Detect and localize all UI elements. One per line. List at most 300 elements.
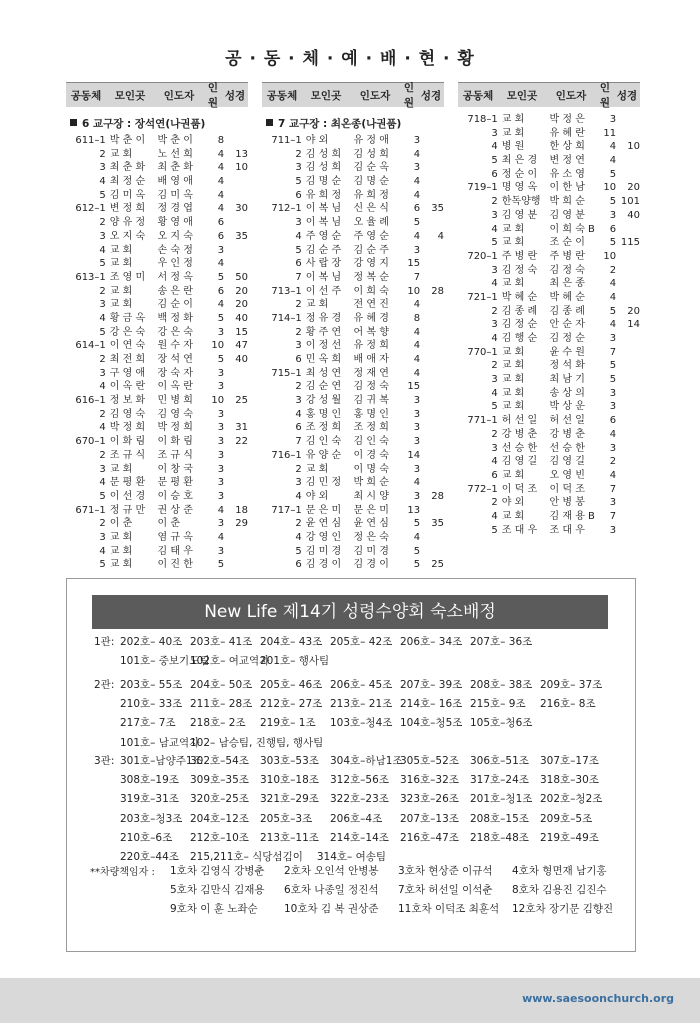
- table-cell: 홍 명 인: [305, 408, 342, 420]
- table-cell: 정 보 화: [109, 395, 146, 407]
- table-cell: 문 평 환: [157, 477, 193, 489]
- room-assignment: 10호차 김 복 권상준: [284, 903, 379, 916]
- table-row: [262, 298, 444, 312]
- table-cell: 717–1: [271, 504, 302, 516]
- table-cell: 6: [609, 415, 617, 427]
- table-cell: 3: [99, 299, 106, 311]
- table-cell: [224, 175, 248, 189]
- table-cell: 조 대 우: [501, 524, 538, 536]
- table-row: [262, 257, 444, 271]
- table-cell: 정 석 화: [549, 360, 585, 372]
- table-cell: 3: [413, 162, 421, 174]
- table-cell: 강 성 월: [305, 395, 342, 407]
- table-cell: 4: [217, 531, 225, 543]
- room-assignment: 205호– 42조: [330, 636, 393, 648]
- table-cell: 15: [407, 381, 421, 393]
- table-row: [66, 408, 248, 422]
- table-cell: 박 혜 순: [501, 291, 538, 303]
- room-assignment: 204호– 50조: [190, 679, 253, 691]
- table-cell: 4: [217, 504, 225, 516]
- table-row: [66, 271, 248, 285]
- room-assignment: 318호–30조: [540, 774, 599, 787]
- table-cell: 8: [413, 312, 421, 324]
- table-cell: 최 시 양: [353, 490, 389, 502]
- table-cell: 김 영 숙: [109, 408, 146, 420]
- table-cell: 양 유 정: [109, 217, 146, 229]
- table-cell: 3: [295, 340, 302, 352]
- room-assignment: 203호– 55조: [120, 679, 183, 691]
- table-cell: 유 혜 경: [353, 312, 389, 324]
- table-cell: 6: [413, 203, 421, 215]
- table-cell: 원 수 자: [157, 340, 193, 352]
- room-assignment: 205호– 46조: [260, 679, 323, 691]
- assignment-line: [120, 696, 610, 711]
- table-cell: 이 복 님: [305, 271, 342, 283]
- table-cell: [420, 463, 444, 477]
- table-cell: 2: [491, 305, 498, 317]
- table-row: [66, 531, 248, 545]
- room-assignment: 203호–청3조: [120, 812, 183, 825]
- table-row: [458, 346, 640, 360]
- table-cell: 2: [99, 217, 106, 229]
- header-cell: 공동체: [70, 89, 102, 102]
- table-cell: 5: [491, 401, 498, 413]
- table-cell: 주 병 란: [501, 250, 538, 262]
- table-cell: 황 주 연: [305, 326, 342, 338]
- table-cell: 김 미 경: [305, 545, 342, 557]
- table-cell: 김 정 순: [501, 319, 538, 331]
- table-cell: 719–1: [467, 182, 498, 194]
- table-row: [66, 134, 248, 148]
- table-cell: 3: [217, 477, 225, 489]
- header-cell: 성경: [224, 89, 246, 102]
- table-cell: [420, 531, 444, 545]
- table-row: [262, 244, 444, 258]
- table-cell: [616, 400, 640, 414]
- table-cell: 유 희 정: [305, 189, 342, 201]
- table-cell: 4: [491, 387, 498, 399]
- table-cell: 강 영 지: [353, 258, 389, 270]
- table-cell: 15: [407, 258, 421, 270]
- table-cell: 4: [99, 477, 106, 489]
- room-assignment: 204호– 43조: [260, 636, 323, 648]
- header-cell: 성경: [616, 89, 638, 102]
- table-row: [66, 244, 248, 258]
- room-assignment: 212호– 27조: [260, 698, 323, 711]
- table-cell: 구 영 애: [109, 367, 146, 379]
- room-assignment: 4호차 형면재 남기홍: [512, 865, 607, 877]
- table-cell: 2: [99, 408, 106, 420]
- table-cell: 이 한 남: [549, 182, 585, 194]
- table-cell: 정 은 숙: [353, 531, 389, 543]
- table-cell: 3: [491, 209, 498, 221]
- table-cell: 29: [235, 518, 248, 530]
- table-cell: 정 유 경: [305, 312, 342, 324]
- table-cell: 714–1: [271, 312, 302, 324]
- table-cell: 2: [99, 354, 106, 365]
- room-assignment: 207호– 36조: [470, 636, 533, 648]
- table-cell: 김 명 순: [305, 176, 342, 188]
- table-cell: 이 복 님: [305, 203, 342, 215]
- table-cell: [616, 455, 640, 469]
- table-cell: [616, 414, 640, 428]
- room-assignment: 215,211호– 식당섬김이: [190, 851, 303, 863]
- table-row: [66, 257, 248, 271]
- table-cell: 박 혜 순: [549, 291, 585, 303]
- table-cell: 이 연 숙: [109, 340, 146, 352]
- table-cell: 장 숙 자: [157, 367, 193, 379]
- table-cell: 조 규 식: [157, 449, 193, 461]
- table-row: [66, 161, 248, 175]
- table-row: [66, 175, 248, 189]
- table-row: [262, 161, 444, 175]
- table-row: [458, 127, 640, 141]
- table-row: [66, 545, 248, 559]
- table-row: [66, 504, 248, 518]
- table-cell: 서 정 옥: [157, 271, 193, 283]
- table-cell: 교 회: [501, 374, 525, 386]
- table-cell: 2: [609, 264, 617, 276]
- table-cell: 박 희 순: [353, 477, 389, 489]
- room-assignment: 208호–15조: [470, 812, 529, 825]
- table-cell: 교 회: [109, 258, 133, 270]
- table-cell: 6: [217, 285, 225, 297]
- table-cell: [616, 346, 640, 360]
- table-cell: 28: [431, 490, 444, 502]
- table-cell: 25: [431, 559, 444, 571]
- table-cell: 10: [603, 250, 617, 262]
- table-row: [66, 463, 248, 477]
- table-cell: 5: [609, 237, 617, 249]
- attendance-column: [262, 82, 444, 572]
- table-cell: 4: [99, 381, 106, 393]
- table-row: [262, 380, 444, 394]
- table-cell: 김 경 이: [305, 559, 342, 571]
- table-row: [458, 414, 640, 428]
- table-cell: 30: [235, 203, 248, 215]
- table-cell: 이 화 림: [157, 436, 193, 448]
- table-cell: 35: [431, 203, 444, 215]
- table-row: [262, 449, 444, 463]
- table-cell: [420, 408, 444, 422]
- table-cell: 김 순 주: [353, 244, 389, 256]
- table-cell: 4: [217, 162, 225, 174]
- table-cell: 교 회: [501, 360, 525, 372]
- table-cell: 김 미 옥: [109, 189, 146, 201]
- table-cell: 최 성 연: [305, 367, 342, 379]
- table-cell: 오 율 례: [353, 217, 389, 229]
- room-assignment: 304호–하남1조: [330, 755, 403, 767]
- table-cell: 20: [235, 285, 248, 297]
- table-cell: 문 은 미: [353, 504, 389, 516]
- table-cell: 4: [413, 326, 421, 338]
- table-row: [458, 455, 640, 469]
- assignment-line: [120, 634, 540, 649]
- table-cell: 5: [99, 189, 106, 201]
- table-cell: [616, 291, 640, 305]
- table-cell: 3: [217, 326, 225, 338]
- table-cell: 2: [491, 428, 498, 440]
- table-cell: [420, 216, 444, 230]
- table-cell: 교 회: [501, 510, 525, 522]
- table-row: [66, 285, 248, 299]
- table-cell: 5: [413, 559, 421, 571]
- room-assignment: 208호– 38조: [470, 679, 533, 691]
- table-cell: 정 복 순: [353, 271, 389, 283]
- table-cell: 11: [603, 127, 617, 139]
- table-cell: 4: [609, 278, 617, 290]
- table-row: [262, 148, 444, 162]
- table-cell: 3: [491, 319, 498, 331]
- table-cell: 최 남 기: [549, 374, 585, 386]
- table-row: [66, 435, 248, 449]
- table-cell: 김 인 숙: [353, 436, 389, 448]
- room-assignment: 305호–52조: [400, 755, 459, 767]
- table-cell: 오 영 빈: [549, 469, 585, 481]
- table-cell: 13: [407, 504, 421, 516]
- table-row: [66, 558, 248, 572]
- table-cell: 3: [609, 401, 617, 413]
- table-cell: [616, 496, 640, 510]
- table-header: [262, 82, 444, 107]
- table-cell: 3: [99, 463, 106, 475]
- table-row: [66, 394, 248, 408]
- table-row: [66, 490, 248, 504]
- table-cell: 박 정 희: [109, 422, 146, 434]
- table-cell: 7: [295, 436, 302, 448]
- room-assignment: 7호차 허선일 이석춘: [398, 884, 493, 897]
- table-cell: 721–1: [467, 291, 498, 303]
- table-cell: 백 정 화: [157, 312, 193, 324]
- table-cell: 5: [217, 312, 225, 324]
- table-row: [262, 394, 444, 408]
- table-row: [458, 359, 640, 373]
- table-cell: 3: [99, 162, 106, 174]
- table-cell: [224, 189, 248, 203]
- table-cell: 김 종 례: [501, 305, 538, 317]
- table-cell: 김 미 옥: [157, 189, 193, 201]
- table-cell: 명 영 옥: [501, 182, 538, 194]
- table-cell: [420, 353, 444, 367]
- table-cell: 최 은 종: [549, 278, 585, 290]
- table-cell: 18: [235, 504, 248, 516]
- table-cell: 민 옥 희: [305, 354, 342, 365]
- table-cell: 2: [99, 285, 106, 297]
- table-cell: 정 경 엽: [157, 203, 193, 215]
- table-cell: 김 귀 복: [353, 395, 389, 407]
- table-row: [262, 339, 444, 353]
- room-assignment: 8호차 김용진 김진수: [512, 884, 607, 897]
- table-cell: 4: [295, 408, 302, 420]
- table-cell: 5: [295, 244, 302, 256]
- room-assignment: 321호–29조: [260, 793, 319, 806]
- table-row: [458, 373, 640, 387]
- table-cell: 3: [217, 449, 225, 461]
- table-cell: 5: [217, 559, 225, 571]
- table-cell: 3: [217, 422, 225, 434]
- table-cell: [616, 483, 640, 497]
- table-cell: 교 회: [305, 299, 329, 311]
- assignment-line: [120, 830, 610, 845]
- table-row: [66, 202, 248, 216]
- table-cell: 5: [609, 305, 617, 317]
- table-cell: [616, 387, 640, 401]
- table-cell: 3: [217, 463, 225, 475]
- table-cell: 2: [491, 497, 498, 509]
- room-assignment: 5호차 김만식 김재용: [170, 884, 265, 897]
- table-cell: 교 회: [109, 285, 133, 297]
- table-cell: 조 순 이: [549, 237, 585, 249]
- table-cell: 771–1: [467, 415, 498, 427]
- table-row: [262, 476, 444, 490]
- table-cell: 5: [217, 271, 225, 283]
- table-cell: 이 선 경: [109, 490, 146, 502]
- table-cell: 황 영 애: [157, 217, 193, 229]
- table-cell: 6: [491, 469, 498, 481]
- table-cell: 40: [235, 354, 248, 365]
- table-cell: 교 회: [501, 401, 525, 413]
- table-cell: 이 경 숙: [353, 449, 389, 461]
- table-cell: 3: [413, 244, 421, 256]
- table-cell: 김 순 이: [157, 299, 193, 311]
- table-cell: 김 성 희: [305, 148, 342, 160]
- table-cell: 4: [413, 340, 421, 352]
- table-cell: 안 병 봉: [549, 497, 585, 509]
- room-assignment: 102– 남승팀, 진행팀, 행사팀: [190, 736, 324, 749]
- table-cell: [616, 277, 640, 291]
- table-cell: [420, 339, 444, 353]
- room-assignment: 310호–18조: [260, 774, 319, 787]
- table-cell: 전 연 진: [353, 299, 389, 311]
- table-cell: 강 은 숙: [109, 326, 146, 338]
- table-cell: 이 창 국: [157, 463, 193, 475]
- table-cell: [616, 428, 640, 442]
- table-cell: 671–1: [75, 504, 106, 516]
- header-cell: 모인곳: [114, 89, 146, 102]
- room-assignment: 209호– 37조: [540, 679, 603, 691]
- table-cell: 5: [413, 518, 421, 530]
- table-cell: 4: [491, 141, 498, 153]
- table-row: [262, 558, 444, 572]
- table-cell: 박 춘 이: [157, 135, 193, 146]
- table-cell: 김 종 례: [549, 305, 585, 317]
- table-cell: 6: [295, 189, 302, 201]
- table-cell: 4: [99, 312, 106, 324]
- room-assignment: 12호차 장기문 김향진: [512, 903, 614, 916]
- table-cell: 5: [609, 360, 617, 372]
- room-assignment: 303호–53조: [260, 755, 319, 767]
- table-cell: 박 정 희: [157, 422, 193, 434]
- table-cell: 35: [235, 230, 248, 242]
- table-cell: 선 승 한: [501, 442, 538, 454]
- table-cell: 한 상 희: [549, 141, 585, 153]
- table-row: [66, 326, 248, 340]
- table-cell: 4: [609, 469, 617, 481]
- website-url[interactable]: www.saesoonchurch.org: [522, 992, 674, 1005]
- table-cell: [224, 531, 248, 545]
- table-cell: 4: [99, 176, 106, 188]
- table-row: [458, 318, 640, 332]
- room-assignment: 11호차 이덕조 최훈석: [398, 903, 500, 916]
- table-row: [458, 140, 640, 154]
- table-row: [458, 291, 640, 305]
- table-cell: 이 정 선: [305, 340, 342, 352]
- room-assignment: 202호–청2조: [540, 793, 603, 806]
- table-row: [66, 353, 248, 367]
- table-row: [66, 216, 248, 230]
- header-cell: 공동체: [462, 89, 494, 102]
- table-row: [66, 517, 248, 531]
- table-cell: 3: [295, 217, 302, 229]
- table-cell: [616, 223, 640, 237]
- table-row: [66, 230, 248, 244]
- table-cell: 716–1: [271, 449, 302, 461]
- table-cell: 최 전 희: [109, 354, 146, 365]
- room-assignment: 322호–23조: [330, 793, 389, 806]
- square-bullet-icon: [70, 119, 77, 126]
- table-cell: 문 은 미: [305, 504, 342, 516]
- header-cell: 인원: [403, 82, 415, 109]
- table-cell: 변 정 희: [109, 203, 146, 215]
- table-cell: 5: [609, 196, 617, 208]
- table-row: [66, 367, 248, 381]
- room-assignment: 316호–32조: [400, 774, 459, 787]
- room-assignment: 215호– 9조: [470, 698, 526, 711]
- table-cell: [224, 134, 248, 148]
- room-assignment: 320호–25조: [190, 793, 249, 806]
- table-row: [458, 305, 640, 319]
- table-cell: [224, 244, 248, 258]
- table-cell: 홍 명 인: [353, 408, 389, 420]
- table-cell: 강 병 춘: [549, 428, 585, 440]
- table-cell: 3: [295, 162, 302, 174]
- table-cell: 4: [217, 203, 225, 215]
- table-cell: 문 평 환: [109, 477, 146, 489]
- table-cell: 이 춘: [109, 518, 133, 530]
- table-cell: [616, 373, 640, 387]
- table-cell: 6: [295, 422, 302, 434]
- room-assignment: 302호–54조: [190, 755, 249, 767]
- table-cell: 4: [437, 230, 444, 242]
- room-assignment: 210호– 33조: [120, 698, 183, 711]
- table-cell: [224, 490, 248, 504]
- table-cell: [420, 298, 444, 312]
- room-assignment: 102호– 여교역자: [190, 655, 270, 668]
- table-cell: 한독양행: [501, 196, 541, 208]
- room-assignment: 218호–48조: [470, 831, 529, 844]
- header-cell: 성경: [420, 89, 442, 102]
- table-cell: [420, 545, 444, 559]
- table-cell: 4: [99, 244, 106, 256]
- assignment-line: [120, 811, 610, 826]
- table-cell: 이 명 숙: [353, 463, 389, 475]
- table-cell: [616, 510, 640, 524]
- table-cell: 2: [295, 518, 302, 530]
- header-cell: 공동체: [266, 89, 298, 102]
- room-assignment: 306호–51조: [470, 755, 529, 767]
- table-cell: 3: [217, 408, 225, 420]
- table-cell: 5: [99, 490, 106, 502]
- table-cell: 4: [413, 176, 421, 188]
- table-cell: 권 상 준: [157, 504, 193, 516]
- room-assignment: 105호–청6조: [470, 717, 533, 730]
- table-cell: [224, 476, 248, 490]
- table-row: [458, 469, 640, 483]
- table-cell: 3: [217, 244, 225, 256]
- table-cell: 박 희 순: [549, 196, 585, 208]
- room-assignment: 323호–26조: [400, 793, 459, 806]
- table-row: [262, 189, 444, 203]
